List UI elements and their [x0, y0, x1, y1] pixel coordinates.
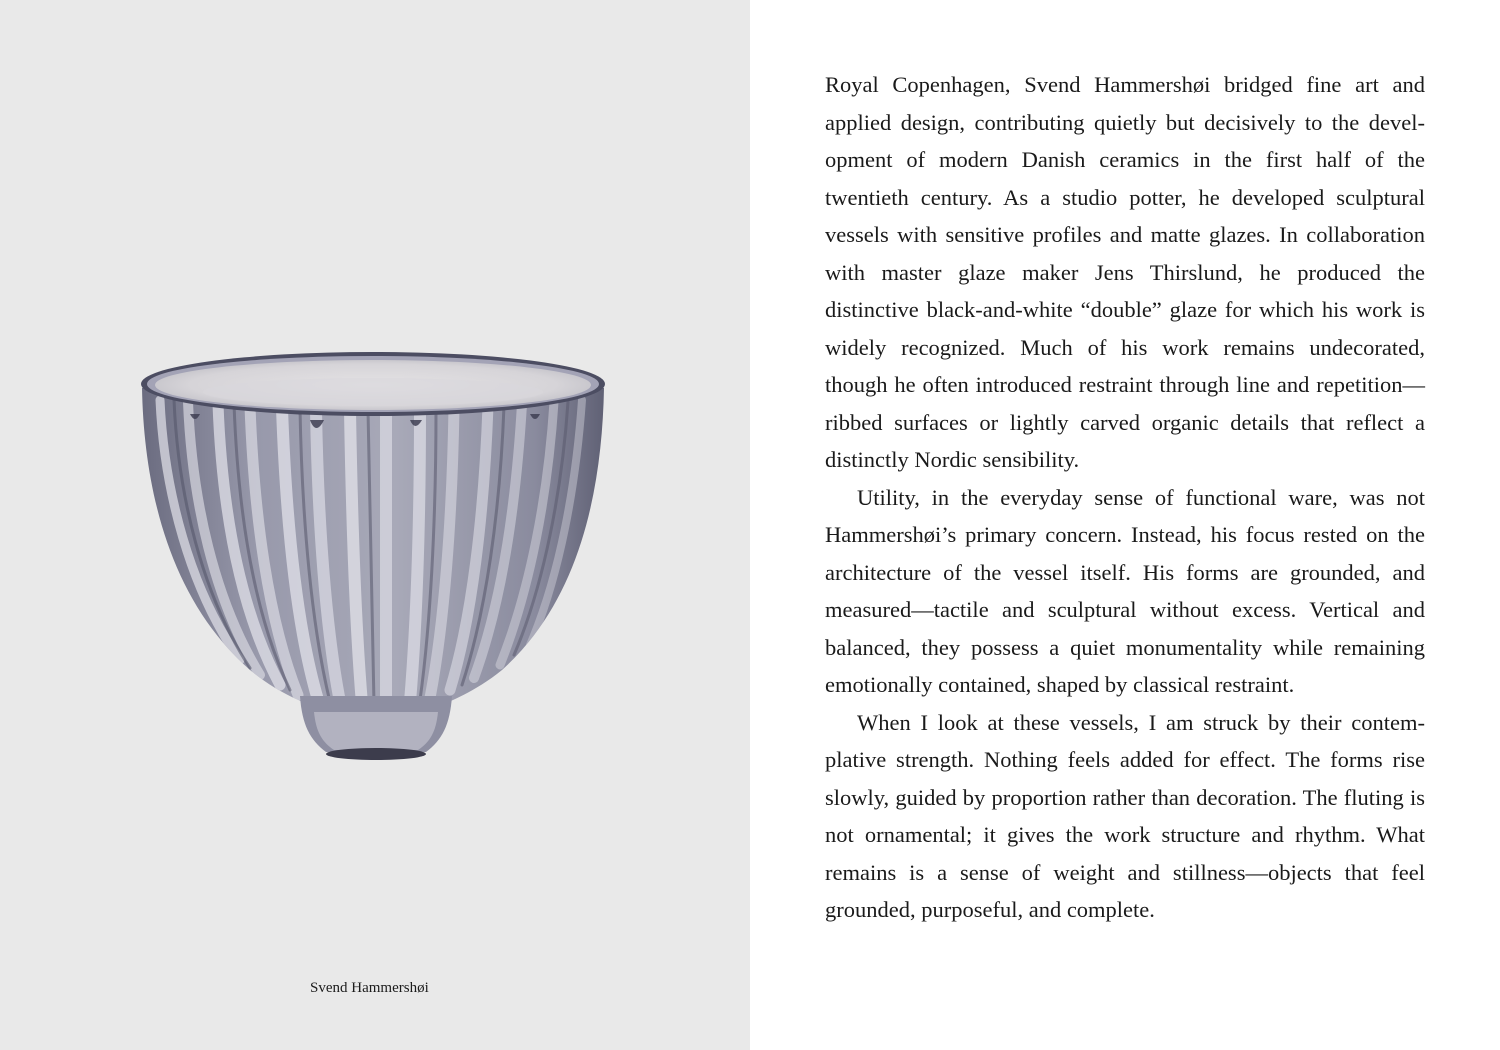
paragraph: Utility, in the everyday sense of functional ware, was not Hammershøi’s primary concern. Instead, his focus rested on the architecture of the vessel itself. His forms are grounded, and measured—tactile and sculptural without excess. Vertical and balanced, they possess a quiet monumentality while remaining emotionally contained, shaped by classical restraint.	[825, 484, 1425, 697]
ceramic-bowl-photo	[130, 340, 620, 780]
body-text	[825, 66, 1425, 929]
paragraph: When I look at these vessels, I am struck by their contemplative strength. Nothing feels added for effect. The forms rise slowly, guided by proportion rather than decoration. The fluting is not ornamental; it gives the work structure and rhythm. What remains is a sense of weight and stillness—objects that feel grounded, purposeful, and complete.	[825, 709, 1425, 922]
paragraph: Royal Copenhagen, Svend Hammershøi bridged fine art and applied design, contributing quietly but decisively to the development of modern Danish ceramics in the first half of the twentieth century. As a studio potter, he developed sculptural vessels with sensitive profiles and matte glazes. In collaboration with master glaze maker Jens Thirslund, he produced the distinctive black-and-white “double” glaze for which his work is widely recognized. Much of his work remains undecorated, though he often introduced restraint through line and repetition—ribbed surfaces or lightly carved organic details that reflect a distinctly Nordic sensibility.	[825, 72, 1425, 472]
photo-caption: Svend Hammershøi	[310, 980, 429, 996]
